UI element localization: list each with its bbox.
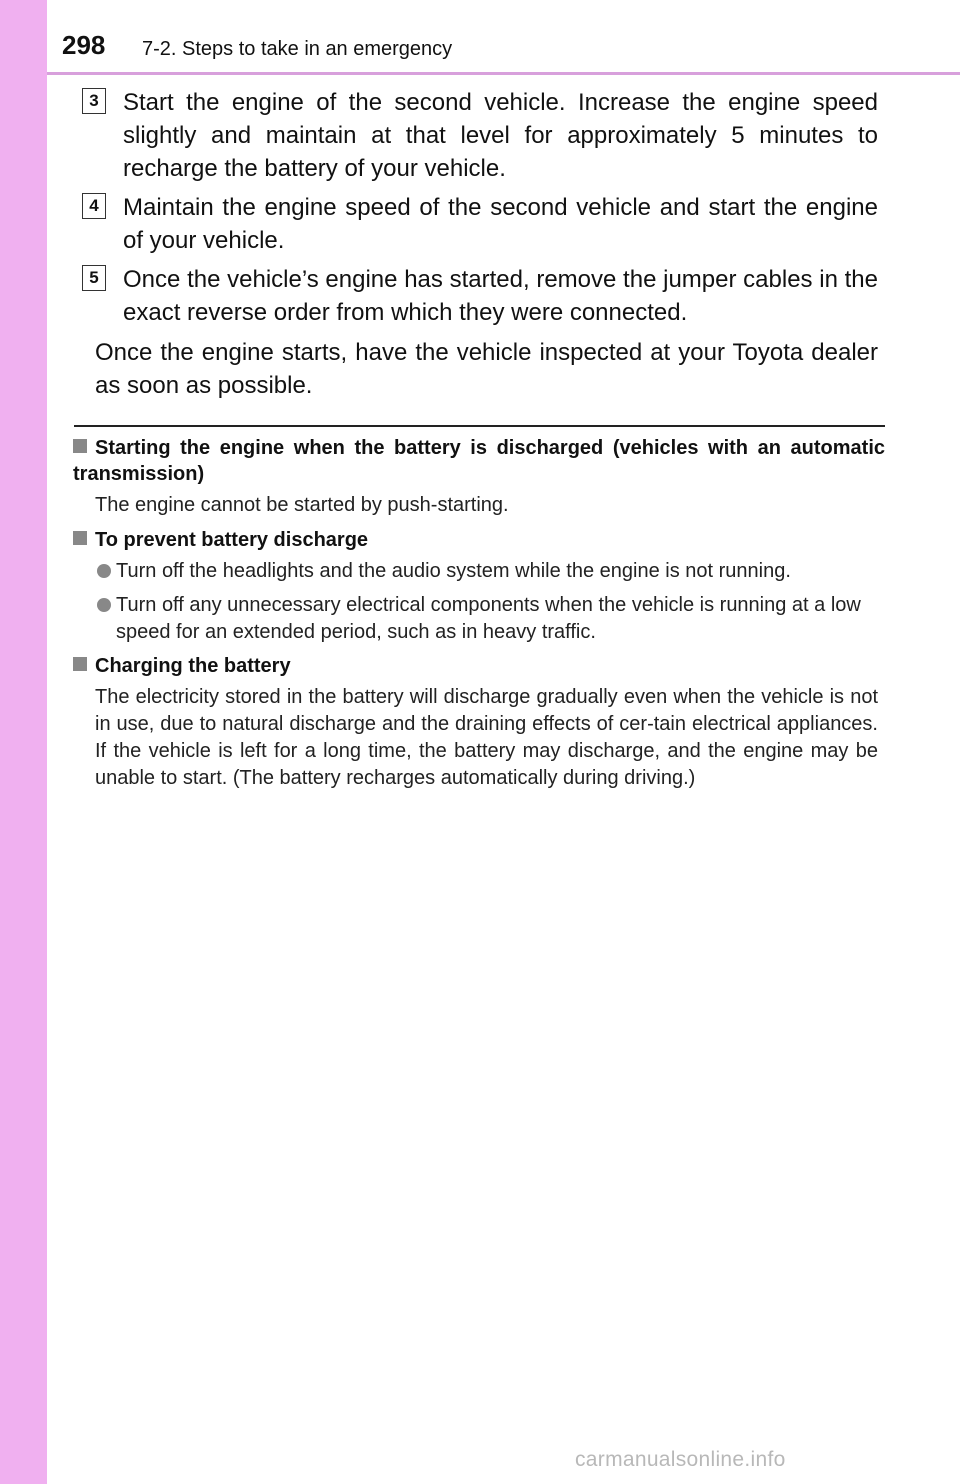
- round-bullet-icon: [97, 598, 111, 612]
- note-heading-text: Starting the engine when the battery is discharged (vehicles with an automatic transmission): [73, 437, 885, 485]
- square-bullet-icon: [73, 439, 87, 453]
- list-item: [97, 558, 885, 585]
- step-text: Once the vehicle’s engine has started, remove the jumper cables in the exact reverse order from which they were connected.: [123, 266, 878, 326]
- step-text: Maintain the engine speed of the second vehicle and start the engine of your vehicle.: [123, 194, 878, 254]
- step-5: [82, 263, 878, 329]
- page-number: 298: [62, 30, 106, 60]
- note-body-starting: The engine cannot be started by push-starting.: [95, 494, 509, 516]
- header-divider: [47, 72, 960, 75]
- closing-paragraph: Once the engine starts, have the vehicle inspected at your Toyota dealer as soon as possible.: [95, 339, 878, 399]
- square-bullet-icon: [73, 657, 87, 671]
- list-item-text: Turn off any unnecessary electrical components when the vehicle is running at a low speed for an extended period, such as in heavy traffic.: [116, 594, 861, 643]
- section-divider: [74, 425, 885, 427]
- step-number-badge: 4: [82, 193, 106, 219]
- note-heading-charging: [73, 653, 885, 679]
- step-number-badge: 5: [82, 265, 106, 291]
- step-text: Start the engine of the second vehicle. Increase the engine speed slightly and maintain at that level for approximately 5 minutes to recharge the battery of your vehicle.: [123, 89, 878, 182]
- note-heading-prevent: [73, 527, 885, 553]
- note-heading-starting: [73, 435, 885, 487]
- section-title: 7-2. Steps to take in an emergency: [142, 38, 453, 60]
- round-bullet-icon: [97, 564, 111, 578]
- step-number-badge: 3: [82, 88, 106, 114]
- step-4: [82, 191, 878, 257]
- list-item: [97, 592, 885, 646]
- note-body-charging: The electricity stored in the battery will discharge gradually even when the vehicle is not in use, due to natural discharge and the draining effects of cer-tain electrical appliances. If the vehicle is left for a long time, the battery may discharge, and the engine may be unable to start. (The battery recharges automatically during driving.): [95, 686, 878, 789]
- note-heading-text: Charging the battery: [95, 655, 291, 677]
- watermark: carmanualsonline.info: [575, 1448, 786, 1471]
- square-bullet-icon: [73, 531, 87, 545]
- step-3: [82, 86, 878, 185]
- side-tab-strip: [0, 0, 47, 1484]
- note-heading-text: To prevent battery discharge: [95, 529, 369, 551]
- list-item-text: Turn off the headlights and the audio system while the engine is not running.: [116, 560, 791, 582]
